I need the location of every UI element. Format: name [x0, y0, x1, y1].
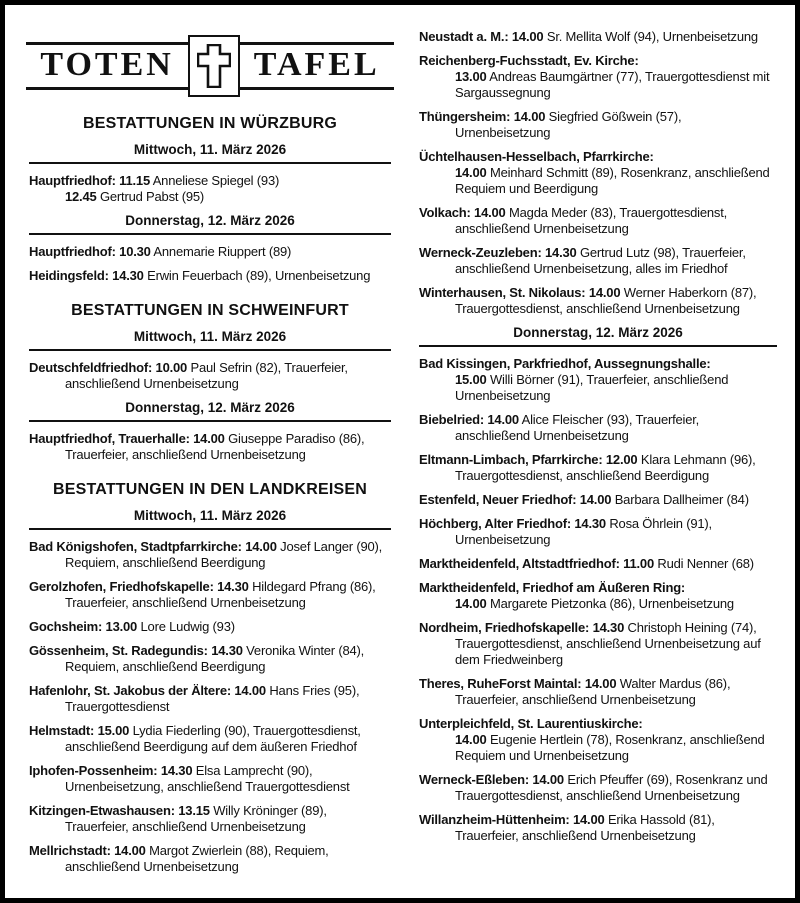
entry-location: Theres, RuheForst Maintal: [419, 676, 582, 691]
entry-location: Iphofen-Possenheim: [29, 763, 158, 778]
funeral-entry: Neustadt a. M.: 14.00 Sr. Mellita Wolf (94), Urnenbeisetzung [419, 29, 758, 44]
entry-location: Bad Königshofen, Stadtpfarrkirche: [29, 539, 242, 554]
entry-location: Nordheim, Friedhofskapelle: [419, 620, 590, 635]
entry-location: Höchberg, Alter Friedhof: [419, 516, 571, 531]
logo-word-toten: TOTEN [40, 46, 174, 84]
two-column-layout [5, 5, 795, 895]
funeral-entry: Heidingsfeld: 14.30 Erwin Feuerbach (89), Urnenbeisetzung [29, 268, 371, 283]
entry-location: Eltmann-Limbach, Pfarrkirche: [419, 452, 603, 467]
entry-time: 14.00 [588, 285, 621, 300]
entry-location: Biebelried: [419, 412, 484, 427]
date-header [419, 325, 777, 347]
entry-time: 14.00 [455, 596, 487, 611]
funeral-entry: Hauptfriedhof, Trauerhalle: 14.00 Giuseppe Paradiso (86), Trauerfeier, anschließend Urnenbeisetzung [29, 431, 365, 462]
section-title: BESTATTUNGEN IN WÜRZBURG [83, 115, 337, 132]
entry-time: 14.30 [211, 643, 243, 658]
entry-time: 14.30 [545, 245, 577, 260]
entry-time: 14.00 [455, 732, 487, 747]
entry-time: 14.00 [455, 165, 487, 180]
entry-time: 14.00 [474, 205, 506, 220]
right-column-blocks [419, 29, 777, 844]
funeral-entry: Estenfeld, Neuer Friedhof: 14.00 Barbara Dallheimer (84) [419, 492, 749, 507]
funeral-entry: Thüngersheim: 14.00 Siegfried Gößwein (57), Urnenbeisetzung [419, 109, 682, 140]
funeral-entry: Kitzingen-Etwashausen: 13.15 Willy Kröninger (89), Trauerfeier, anschließend Urnenbeisetzung [29, 803, 327, 834]
date-header [29, 400, 391, 422]
date-header-text: Mittwoch, 11. März 2026 [133, 508, 287, 523]
date-header-text: Donnerstag, 12. März 2026 [125, 400, 295, 415]
entry-time: 14.30 [592, 620, 625, 635]
entry-location: Werneck-Zeuzleben: [419, 245, 542, 260]
date-header-text: Mittwoch, 11. März 2026 [133, 142, 287, 157]
entry-time: 14.00 [584, 676, 617, 691]
entry-location: Willanzheim-Hüttenheim: [419, 812, 570, 827]
entry-location: Hauptfriedhof, Trauerhalle: [29, 431, 190, 446]
logo-word-tafel: TAFEL [253, 46, 380, 84]
funeral-entry: Bad Kissingen, Parkfriedhof, Aussegnungshalle: 15.00 Willi Börner (91), Trauerfeier, anschließend Urnenbeisetzung [419, 356, 729, 403]
entry-location: Werneck-Eßleben: [419, 772, 529, 787]
logo-right-segment [240, 42, 394, 90]
left-column [29, 29, 391, 883]
entry-location: Gössenheim, St. Radegundis: [29, 643, 208, 658]
entry-time: 14.00 [579, 492, 612, 507]
entry-location: Helmstadt: [29, 723, 95, 738]
entry-time: 14.00 [572, 812, 605, 827]
entry-time: 14.30 [574, 516, 606, 531]
date-rule [419, 345, 777, 347]
entry-time: 13.00 [455, 69, 487, 84]
date-header [29, 213, 391, 235]
entry-location: Unterpleichfeld, St. Laurentiuskirche: [419, 716, 643, 731]
funeral-entry: Gössenheim, St. Radegundis: 14.30 Veronika Winter (84), Requiem, anschließend Beerdigung [29, 643, 365, 674]
date-rule [29, 233, 391, 235]
entry-location: Hauptfriedhof: [29, 244, 116, 259]
entry-location: Reichenberg-Fuchsstadt, Ev. Kirche: [419, 53, 639, 68]
date-rule [29, 528, 391, 530]
funeral-entry: Werneck-Eßleben: 14.00 Erich Pfeuffer (69), Rosenkranz und Trauergottesdienst, anschließend Urnenbeisetzung [419, 772, 768, 803]
funeral-entry: Hafenlohr, St. Jakobus der Ältere: 14.00 Hans Fries (95), Trauergottesdienst [29, 683, 360, 714]
entry-location: Hafenlohr, St. Jakobus der Ältere: [29, 683, 231, 698]
entry-time: 14.00 [513, 109, 546, 124]
entry-time: 13.00 [105, 619, 138, 634]
entry-time: 10.30 [119, 244, 151, 259]
funeral-entry: Marktheidenfeld, Friedhof am Äußeren Ring: 14.00 Margarete Pietzonka (86), Urnenbeisetzung [419, 580, 734, 611]
funeral-entry: Willanzheim-Hüttenheim: 14.00 Erika Hassold (81), Trauerfeier, anschließend Urnenbeisetzung [419, 812, 715, 843]
funeral-entry: Bad Königshofen, Stadtpfarrkirche: 14.00 Josef Langer (90), Requiem, anschließend Beerdigung [29, 539, 383, 570]
entry-location: Gerolzhofen, Friedhofskapelle: [29, 579, 214, 594]
entry-time: 15.00 [97, 723, 130, 738]
funeral-entry: Volkach: 14.00 Magda Meder (83), Trauergottesdienst, anschließend Urnenbeisetzung [419, 205, 728, 236]
funeral-entry: Theres, RuheForst Maintal: 14.00 Walter Mardus (86), Trauerfeier, anschließend Urnenbeisetzung [419, 676, 731, 707]
entry-time: 14.00 [193, 431, 225, 446]
date-header-text: Donnerstag, 12. März 2026 [513, 325, 683, 340]
entry-time: 14.00 [487, 412, 519, 427]
funeral-entry: Hauptfriedhof: 10.30 Annemarie Riuppert (89) [29, 244, 292, 259]
date-rule [29, 420, 391, 422]
section-title: BESTATTUNGEN IN DEN LANDKREISEN [52, 481, 368, 498]
entry-time: 14.00 [245, 539, 277, 554]
entry-time: 10.00 [155, 360, 188, 375]
funeral-entry: Marktheidenfeld, Altstadtfriedhof: 11.00 Rudi Nenner (68) [419, 556, 754, 571]
entry-time: 11.00 [623, 556, 654, 571]
funeral-entry: Mellrichstadt: 14.00 Margot Zwierlein (88), Requiem, anschließend Urnenbeisetzung [29, 843, 329, 874]
entry-location: Üchtelhausen-Hesselbach, Pfarrkirche: [419, 149, 654, 164]
entry-time: 13.15 [178, 803, 210, 818]
entry-location: Thüngersheim: [419, 109, 511, 124]
entry-time: 12.00 [605, 452, 638, 467]
funeral-entry: Deutschfeldfriedhof: 10.00 Paul Sefrin (82), Trauerfeier, anschließend Urnenbeisetzung [29, 360, 348, 391]
funeral-entry: Nordheim, Friedhofskapelle: 14.30 Christoph Heining (74), Trauergottesdienst, anschließend Urnenbeisetzung auf dem Friedweinberg [419, 620, 761, 667]
entry-location: Gochsheim: [29, 619, 103, 634]
funeral-entry: Biebelried: 14.00 Alice Fleischer (93), Trauerfeier, anschließend Urnenbeisetzung [419, 412, 700, 443]
entry-location: Deutschfeldfriedhof: [29, 360, 153, 375]
funeral-entry: Unterpleichfeld, St. Laurentiuskirche: 14.00 Eugenie Hertlein (78), Rosenkranz, anschließend Requiem und Urnenbeisetzung [419, 716, 765, 763]
entry-time: 14.30 [112, 268, 144, 283]
cross-icon [188, 35, 240, 97]
entry-location: Estenfeld, Neuer Friedhof: [419, 492, 577, 507]
date-rule [29, 349, 391, 351]
date-header [29, 329, 391, 351]
entry-location: Bad Kissingen, Parkfriedhof, Aussegnungshalle: [419, 356, 711, 371]
entry-time: 12.45 [65, 189, 97, 204]
funeral-entry: Iphofen-Possenheim: 14.30 Elsa Lamprecht (90), Urnenbeisetzung, anschließend Trauergottesdienst [29, 763, 350, 794]
entry-location: Heidingsfeld: [29, 268, 109, 283]
entry-time: 14.00 [511, 29, 544, 44]
entry-time: 14.30 [160, 763, 193, 778]
funeral-entry: Eltmann-Limbach, Pfarrkirche: 12.00 Klara Lehmann (96), Trauergottesdienst, anschließend Beerdigung [419, 452, 756, 483]
funeral-entry: Gochsheim: 13.00 Lore Ludwig (93) [29, 619, 235, 634]
right-column [419, 29, 777, 883]
date-rule [29, 162, 391, 164]
entry-location: Marktheidenfeld, Friedhof am Äußeren Ring: [419, 580, 686, 595]
date-header-text: Mittwoch, 11. März 2026 [133, 329, 287, 344]
section-title: BESTATTUNGEN IN SCHWEINFURT [71, 302, 349, 319]
funeral-entry: Winterhausen, St. Nikolaus: 14.00 Werner Haberkorn (87), Trauergottesdienst, anschließend Urnenbeisetzung [419, 285, 757, 316]
funeral-entry: Hauptfriedhof: 11.15 Anneliese Spiegel (93) 12.45 Gertrud Pabst (95) [29, 173, 280, 204]
funeral-entry: Werneck-Zeuzleben: 14.30 Gertrud Lutz (98), Trauerfeier, anschließend Urnenbeisetzung, alles im Friedhof [419, 245, 746, 276]
entry-time: 14.00 [234, 683, 266, 698]
entry-location: Hauptfriedhof: [29, 173, 116, 188]
entry-location: Neustadt a. M.: [419, 29, 509, 44]
funeral-entry: Reichenberg-Fuchsstadt, Ev. Kirche: 13.00 Andreas Baumgärtner (77), Trauergottesdienst mit Sargaussegnung [419, 53, 770, 100]
date-header [29, 142, 391, 164]
entry-location: Kitzingen-Etwashausen: [29, 803, 175, 818]
entry-time: 14.00 [532, 772, 564, 787]
entry-time: 11.15 [119, 173, 150, 188]
entry-time: 14.30 [217, 579, 249, 594]
left-column-blocks [29, 115, 391, 875]
entry-time: 15.00 [455, 372, 487, 387]
totentafel-logo [37, 35, 383, 97]
entry-location: Mellrichstadt: [29, 843, 111, 858]
date-header [29, 508, 391, 530]
entry-location: Winterhausen, St. Nikolaus: [419, 285, 586, 300]
funeral-entry: Höchberg, Alter Friedhof: 14.30 Rosa Öhrlein (91), Urnenbeisetzung [419, 516, 712, 547]
funeral-entry: Üchtelhausen-Hesselbach, Pfarrkirche: 14.00 Meinhard Schmitt (89), Rosenkranz, anschließend Requiem und Beerdigung [419, 149, 770, 196]
funeral-entry: Gerolzhofen, Friedhofskapelle: 14.30 Hildegard Pfrang (86), Trauerfeier, anschließend Urnenbeisetzung [29, 579, 376, 610]
date-header-text: Donnerstag, 12. März 2026 [125, 213, 295, 228]
logo-left-segment [26, 42, 187, 90]
entry-time: 14.00 [114, 843, 146, 858]
entry-location: Volkach: [419, 205, 471, 220]
entry-location: Marktheidenfeld, Altstadtfriedhof: [419, 556, 620, 571]
funeral-entry: Helmstadt: 15.00 Lydia Fiederling (90), Trauergottesdienst, anschließend Beerdigung auf dem äußeren Friedhof [29, 723, 361, 754]
